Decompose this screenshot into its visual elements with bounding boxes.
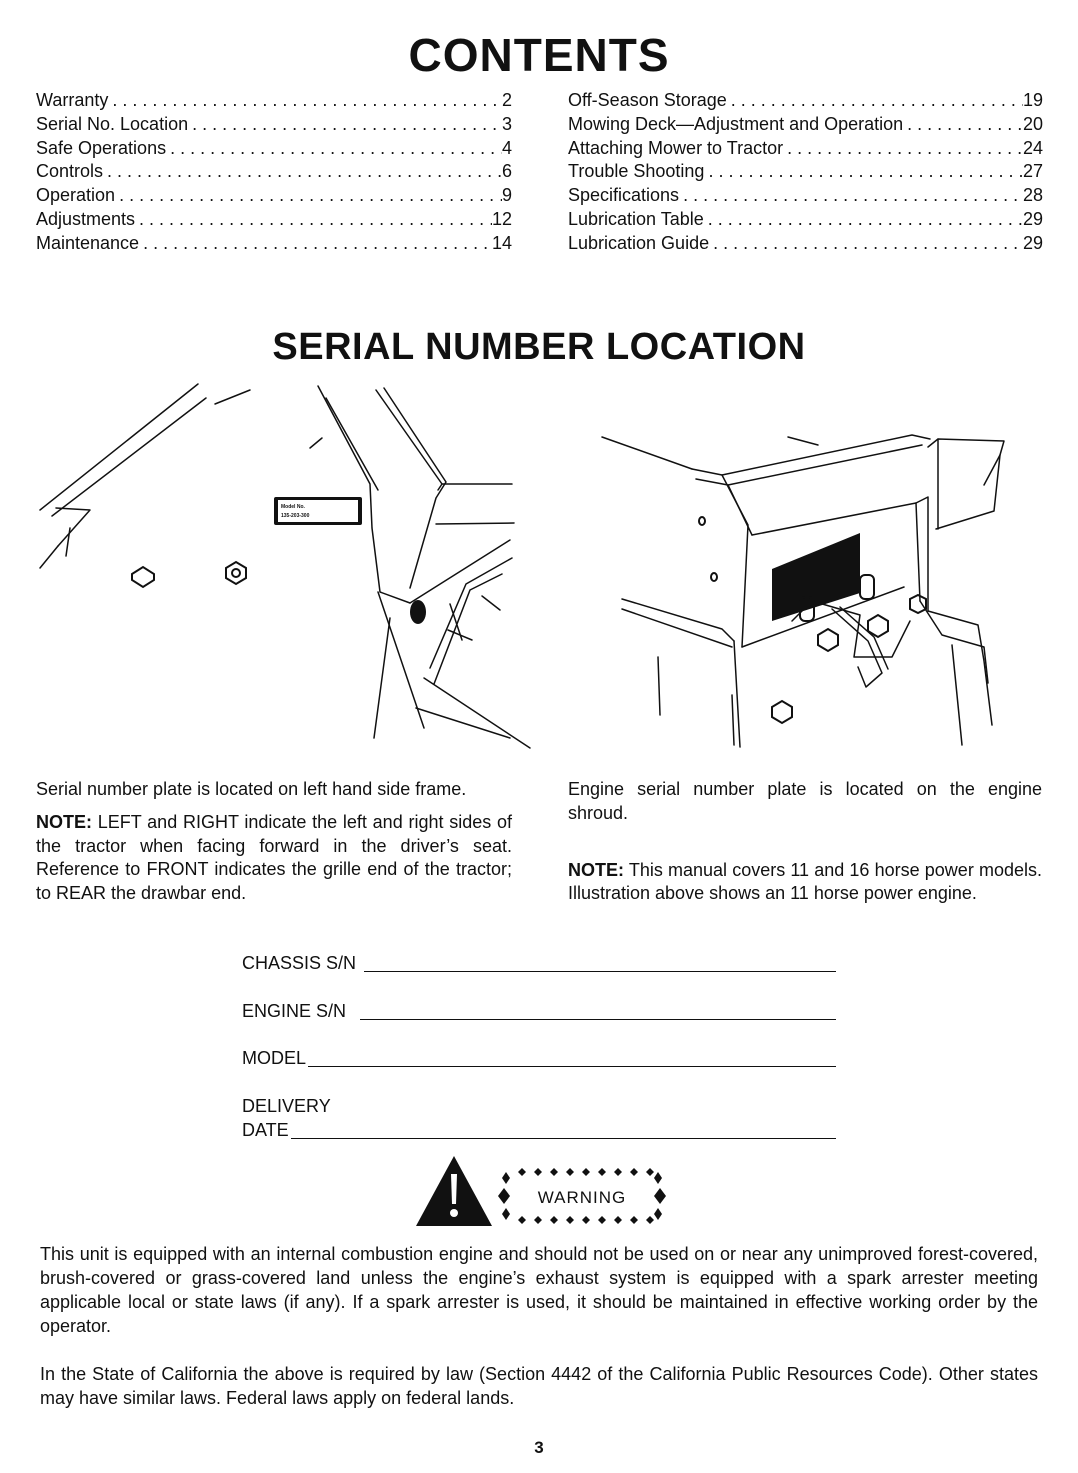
- note-label: NOTE:: [36, 811, 92, 832]
- toc-leader: [166, 137, 502, 161]
- chassis-sn-field[interactable]: [242, 952, 836, 976]
- toc-page: 9: [501, 185, 512, 206]
- warning-label: WARNING: [537, 1188, 627, 1207]
- hex-bolt-icon: [226, 562, 246, 584]
- toc-page: 24: [1022, 137, 1043, 158]
- serial-plate-line-1: Model No.: [281, 504, 305, 510]
- hex-bolt-icon: [818, 629, 838, 651]
- toc-label: Specifications: [568, 185, 680, 206]
- warning-badge: [496, 1166, 668, 1226]
- left-description: [36, 778, 512, 906]
- date-label: DATE: [242, 1120, 289, 1140]
- contents-title: CONTENTS: [408, 29, 670, 81]
- warning-paragraph-1: This unit is equipped with an internal combustion engine and should not be used on or near any unimproved forest-covered, brush-covered or grass-covered land unless the engine’s exhaust system is equipped with a spark arrester meeting applicable local or state laws (if any). If a spark arrester is used, it should be maintained in effective working order by the operator.: [40, 1244, 1038, 1336]
- toc-page: 27: [1022, 161, 1043, 182]
- note-label: NOTE:: [568, 859, 624, 880]
- engine-plate-text: Engine serial number plate is located on the engine shroud.: [568, 779, 1042, 823]
- toc-entry[interactable]: [568, 208, 1043, 232]
- toc-leader: [139, 232, 492, 256]
- engine-sn-line[interactable]: [360, 1019, 836, 1020]
- toc-leader: [188, 113, 502, 137]
- note-text: LEFT and RIGHT indicate the left and right sides of the tractor when facing forward in the driver’s seat. Reference to FRONT indicates the grille end of the tractor; to REAR the drawbar end.: [36, 811, 512, 904]
- toc-leader: [903, 113, 1023, 137]
- toc-leader: [103, 160, 502, 184]
- section-title: SERIAL NUMBER LOCATION: [272, 326, 806, 368]
- toc-label: Safe Operations: [36, 137, 167, 158]
- toc-label: Serial No. Location: [36, 113, 189, 134]
- toc-leader: [727, 89, 1023, 113]
- toc-label: Off-Season Storage: [568, 90, 727, 110]
- toc-page: 20: [1022, 113, 1043, 134]
- toc-label: Attaching Mower to Tractor: [568, 137, 784, 158]
- chassis-sn-label: CHASSIS S/N: [242, 953, 357, 973]
- toc-page: 14: [491, 232, 512, 253]
- toc-label: Controls: [36, 161, 104, 182]
- toc-entry[interactable]: [36, 208, 512, 232]
- model-label: MODEL: [242, 1048, 307, 1068]
- toc-label: Mowing Deck—Adjustment and Operation: [568, 113, 904, 134]
- toc-entry[interactable]: [36, 113, 512, 137]
- toc-label: Lubrication Guide: [568, 232, 710, 253]
- warning-paragraph-2: In the State of California the above is required by law (Section 4442 of the California Public Resources Code). Other states may have similar laws. Federal laws apply on federal lands.: [40, 1364, 1038, 1408]
- contents-left-column: [36, 89, 512, 256]
- toc-leader: [135, 208, 492, 232]
- toc-page: 29: [1022, 208, 1043, 229]
- toc-label: Warranty: [36, 90, 109, 110]
- hex-nut-icon: [132, 567, 154, 587]
- contents-right-column: [568, 89, 1043, 256]
- delivery-label: DELIVERY: [242, 1096, 331, 1116]
- toc-leader: [115, 184, 502, 208]
- serial-plate-line-2: 135-203-300: [281, 513, 310, 519]
- toc-page: 4: [501, 137, 512, 158]
- toc-entry[interactable]: [36, 184, 512, 208]
- frame-plate-text: Serial number plate is located on left hand side frame.: [36, 779, 467, 799]
- toc-entry[interactable]: [36, 89, 512, 113]
- right-description: [568, 778, 1042, 906]
- toc-entry[interactable]: [568, 232, 1043, 256]
- hex-bolt-icon: [772, 701, 792, 723]
- engine-illustration: [592, 425, 1022, 745]
- model-field[interactable]: [242, 1047, 836, 1071]
- toc-entry[interactable]: [36, 160, 512, 184]
- toc-page: 19: [1022, 90, 1043, 110]
- toc-entry[interactable]: [568, 113, 1043, 137]
- toc-label: Maintenance: [36, 232, 140, 253]
- engine-sn-field[interactable]: [242, 1000, 836, 1024]
- toc-entry[interactable]: [568, 89, 1043, 113]
- toc-entry[interactable]: [568, 137, 1043, 161]
- toc-page: 3: [501, 113, 512, 134]
- toc-page: 12: [491, 208, 512, 229]
- toc-leader: [679, 184, 1023, 208]
- toc-page: 29: [1022, 232, 1043, 253]
- warning-triangle-icon: [414, 1154, 494, 1228]
- toc-entry[interactable]: [568, 160, 1043, 184]
- toc-label: Lubrication Table: [568, 208, 704, 229]
- right-note: [568, 859, 1042, 907]
- delivery-date-line[interactable]: [291, 1138, 836, 1139]
- note-text: This manual covers 11 and 16 horse power models. Illustration above shows an 11 horse power engine.: [568, 859, 1042, 904]
- toc-entry[interactable]: [568, 184, 1043, 208]
- toc-entry[interactable]: [36, 232, 512, 256]
- toc-entry[interactable]: [36, 137, 512, 161]
- toc-label: Trouble Shooting: [568, 161, 705, 182]
- toc-leader: [108, 89, 502, 113]
- toc-leader: [709, 232, 1023, 256]
- model-line[interactable]: [308, 1066, 836, 1067]
- toc-leader: [704, 208, 1023, 232]
- delivery-date-field[interactable]: [242, 1119, 836, 1143]
- toc-label: Adjustments: [36, 208, 136, 229]
- engine-sn-label: ENGINE S/N: [242, 1001, 347, 1021]
- left-note: [36, 811, 512, 906]
- toc-page: 28: [1022, 185, 1043, 206]
- page-number: 3: [534, 1438, 544, 1457]
- toc-page: 6: [501, 161, 512, 182]
- frame-illustration: [30, 378, 520, 748]
- toc-leader: [783, 137, 1023, 161]
- toc-leader: [704, 160, 1023, 184]
- toc-page: 2: [501, 90, 512, 110]
- chassis-sn-line[interactable]: [364, 971, 836, 972]
- toc-label: Operation: [36, 185, 116, 206]
- delivery-label-row: [242, 1095, 836, 1119]
